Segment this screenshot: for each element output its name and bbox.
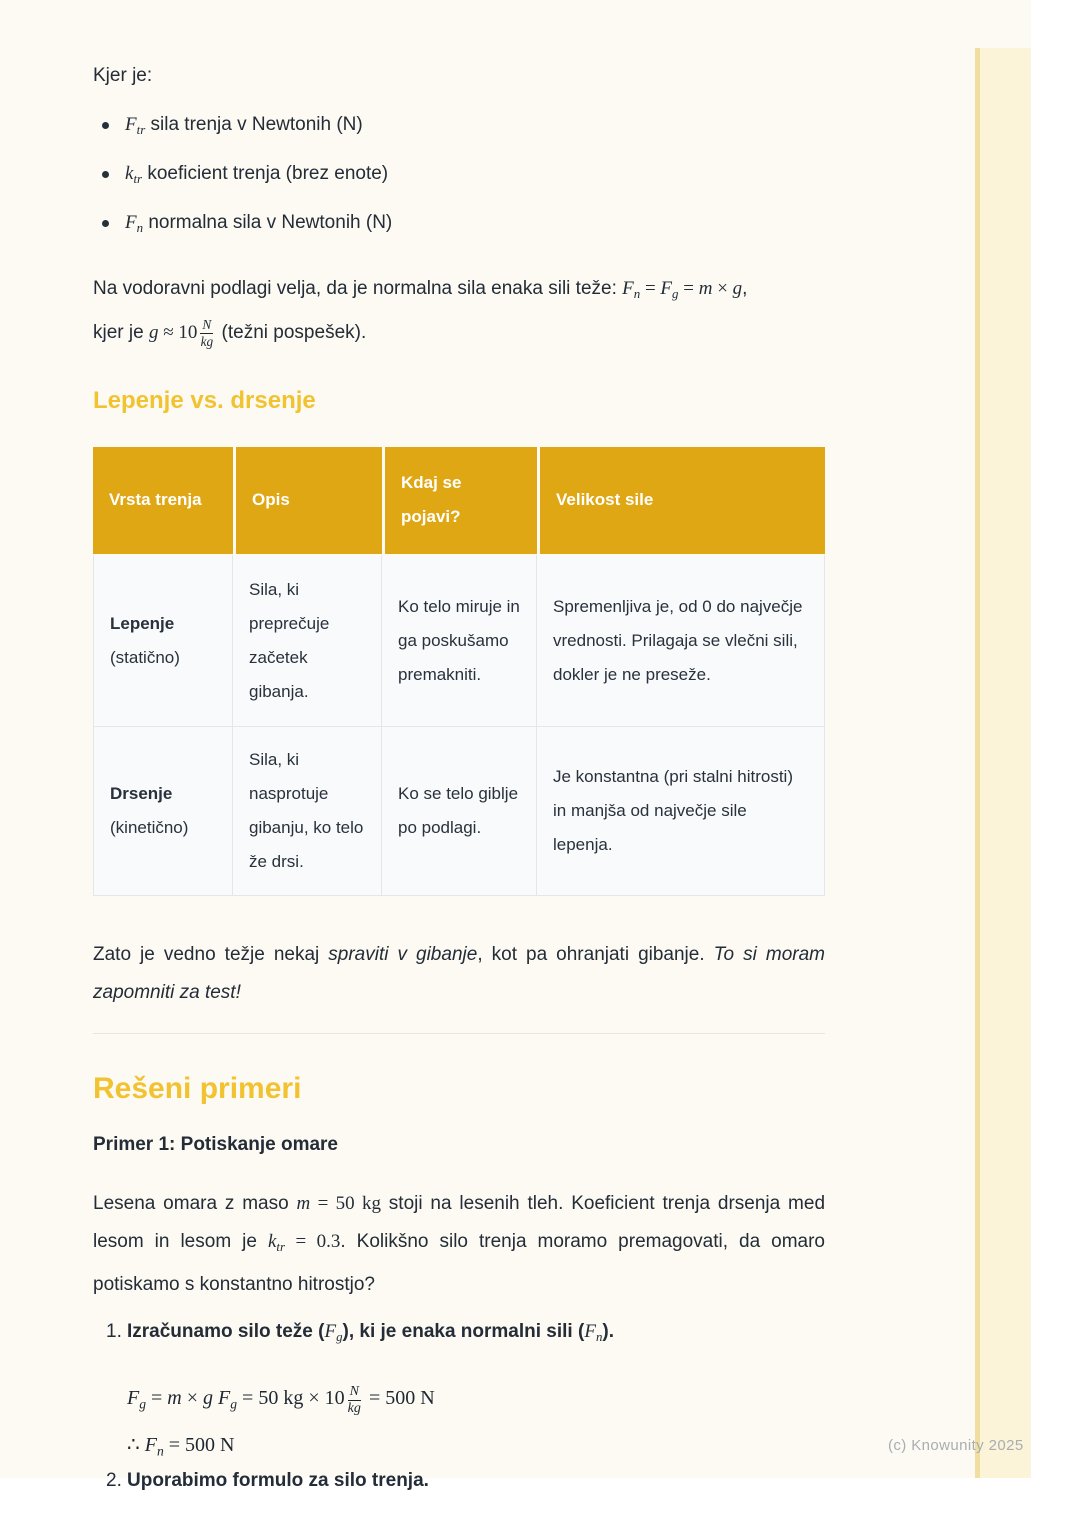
- col-header-velikost-sile: Velikost sile: [537, 447, 825, 554]
- bullet-icon: [102, 171, 109, 178]
- cell-velikost: Spremenljiva je, od 0 do največje vrednosti. Prilagaja se vlečni sili, dokler je ne preseže.: [537, 554, 825, 727]
- example-title: Primer 1: Potiskanje omare: [93, 1133, 338, 1155]
- friction-type-name: Drsenje: [110, 783, 173, 803]
- list-item: [93, 113, 825, 142]
- solution-step-1: [93, 1320, 825, 1349]
- step-label: Izračunamo silo teže $(F_g)$, ki je enaka normalni sili $(F_n)$.: [127, 1320, 614, 1344]
- step-label: Uporabimo formulo za silo trenja.: [127, 1470, 429, 1492]
- closing-remark: Zato je vedno težje nekaj spraviti v gibanje, kot pa ohranjati gibanje. To si moram zapomniti za test!: [93, 943, 825, 1003]
- math-line-1: $F_g = m \times g$ $F_g = 50$ kg × 10 $\frac{N}{kg}$ = 500 N: [127, 1383, 435, 1417]
- math-block: [127, 1375, 825, 1470]
- col-header-opis: Opis: [233, 447, 382, 554]
- section-title-lepenje-vs-drsenje: Lepenje vs. drsenje: [93, 386, 316, 414]
- list-item: [93, 162, 825, 191]
- bullet-icon: [102, 122, 109, 129]
- cell-kdaj: Ko se telo giblje po podlagi.: [382, 727, 537, 896]
- friction-type-name: Lepenje: [110, 613, 175, 633]
- symbol-definition: $F_n$ normalna sila v Newtonih (N): [125, 212, 393, 236]
- symbol-definition: $k_{tr}$ koeficient trenja (brez enote): [125, 163, 389, 187]
- cell-type: [93, 727, 233, 896]
- cell-type: [93, 554, 233, 727]
- section-title-reseni-primeri: Rešeni primeri: [93, 1071, 302, 1105]
- col-header-kdaj-se-pojavi: Kdaj se pojavi?: [382, 447, 537, 554]
- table-row: [93, 727, 825, 896]
- friction-comparison-table: [93, 447, 825, 896]
- kjer-je-label: Kjer je:: [93, 65, 153, 86]
- list-item: [93, 211, 825, 240]
- section-divider: [93, 1033, 825, 1034]
- document-content: [93, 0, 825, 1493]
- step-number: 2.: [106, 1470, 122, 1492]
- col-header-vrsta-trenja: Vrsta trenja: [93, 447, 233, 554]
- friction-type-note: (kinetično): [110, 817, 189, 837]
- cell-kdaj: Ko telo miruje in ga poskušamo premakniti.: [382, 554, 537, 727]
- table-header-row: [93, 447, 825, 554]
- normal-force-note: [93, 270, 825, 351]
- math-line-2: ∴ $F_n = 500$ N: [127, 1434, 235, 1459]
- symbol-definition: $F_{tr}$ sila trenja v Newtonih (N): [125, 114, 363, 138]
- problem-statement: Lesena omara z maso m = 50 kg stoji na lesenih tleh. Koeficient trenja drsenja med lesom in lesom je $k_{tr} = 0.3$. Kolikšno silo trenja moramo premagovati, da omaro potiskamo s konstantno hitrostjo?: [93, 1192, 826, 1295]
- cell-opis: Sila, ki preprečuje začetek gibanja.: [233, 554, 382, 727]
- friction-type-note: (statično): [110, 647, 180, 667]
- table-row: [93, 554, 825, 727]
- note-line-2: kjer je g ≈ 10 $\frac{N}{kg}$ (težni pospešek).: [93, 316, 367, 349]
- symbol-definition-list: [93, 113, 825, 240]
- highlight-ribbon: [975, 48, 1031, 1478]
- solution-step-2: [93, 1469, 825, 1493]
- cell-velikost: Je konstantna (pri stalni hitrosti) in manjša od največje sile lepenja.: [537, 727, 825, 896]
- cell-opis: Sila, ki nasprotuje gibanju, ko telo že drsi.: [233, 727, 382, 896]
- solution-steps: [93, 1320, 825, 1494]
- step-number: 1.: [106, 1320, 122, 1342]
- note-line-1: Na vodoravni podlagi velja, da je normalna sila enaka sili teže: $F_n = F_g = m \times g$,: [93, 278, 748, 302]
- bullet-icon: [102, 220, 109, 227]
- knowunity-watermark: (c) Knowunity 2025: [888, 1437, 1024, 1454]
